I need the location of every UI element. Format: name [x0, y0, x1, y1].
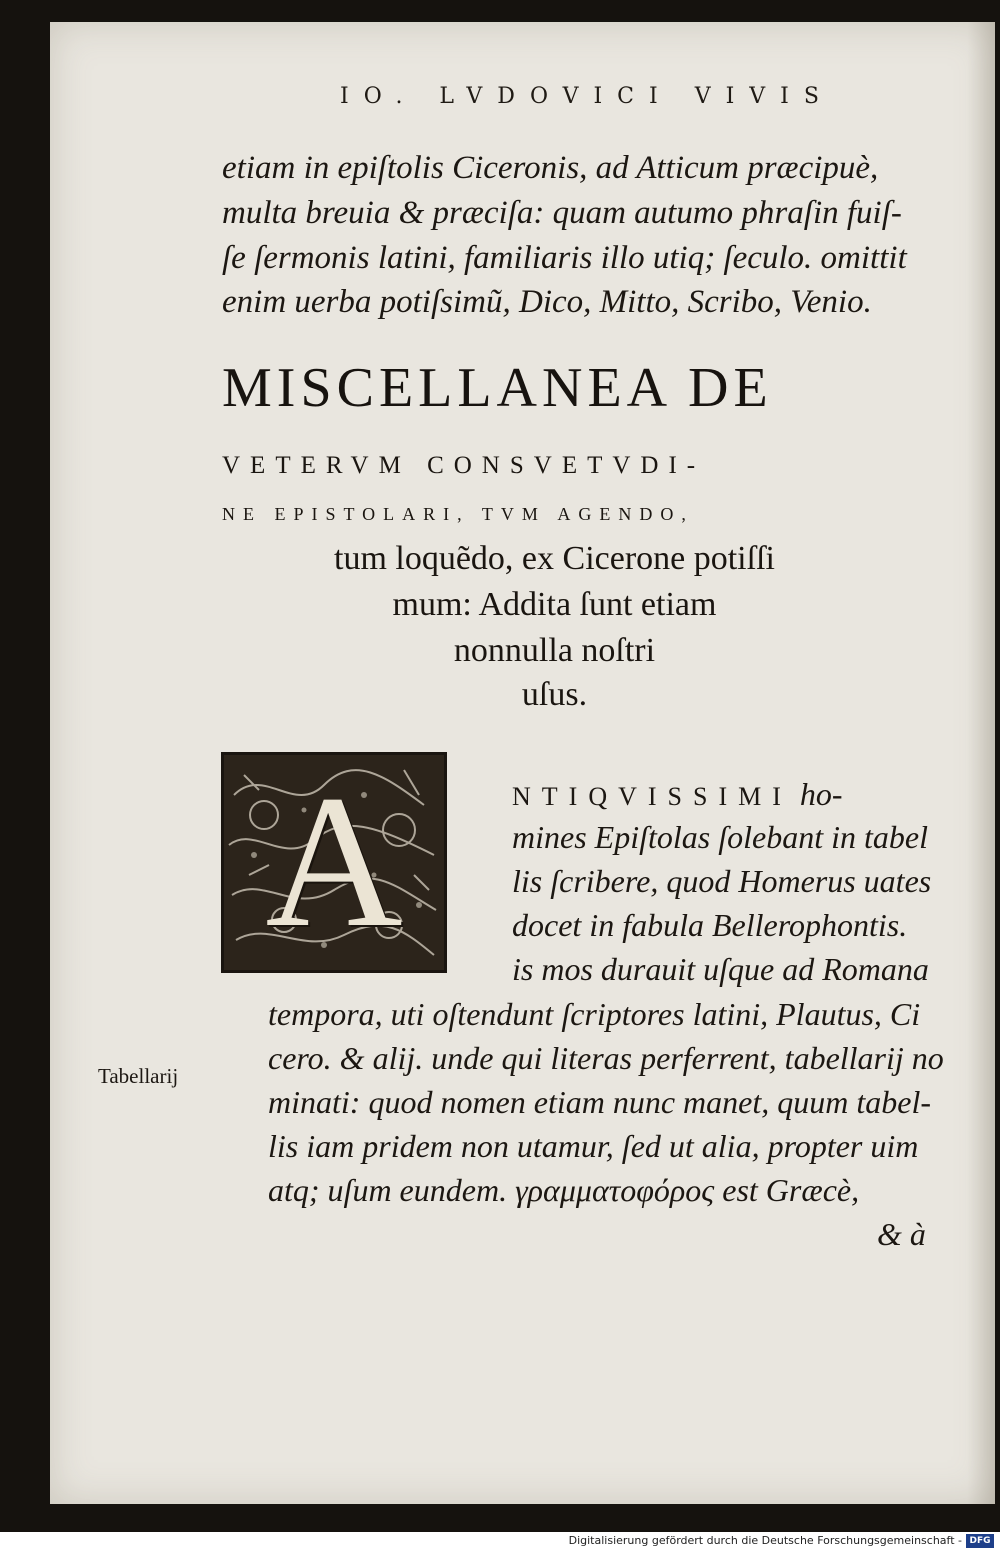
section-subtitle-line-5: nonnulla noſtri: [453, 632, 656, 669]
page-edge-shadow: [967, 22, 995, 1504]
opening-line-4: enim uerba potiſsimũ, Dico, Mitto, Scribo, Venio.: [222, 284, 872, 320]
body-line-5: is mos durauit uſque ad Romana: [512, 951, 929, 987]
footer-bar: [0, 1532, 1000, 1551]
section-subtitle-line-3: tum loquẽdo, ex Cicerone potiſſi: [334, 540, 775, 577]
section-subtitle-line-4: mum: Addita ſunt etiam: [392, 586, 717, 623]
body-line-9: lis iam pridem non utamur, ſed ut alia, propter uim: [268, 1128, 919, 1164]
section-subtitle-line-2: NE EPISTOLARI, TVM AGENDO,: [222, 504, 694, 524]
section-title: MISCELLANEA DE: [222, 357, 773, 419]
body-line-3: lis ſcribere, quod Homerus uates: [512, 863, 932, 899]
lead-capitals: NTIQVISSIMI: [512, 782, 792, 811]
body-line-2: mines Epiſtolas ſolebant in tabel: [512, 819, 928, 855]
section-subtitle-line-1: VETERVM CONSVETVDI-: [222, 452, 706, 479]
body-line-10: atq; uſum eundem. γραμματοφόρος est Græcè,: [268, 1172, 860, 1208]
body-line-4: docet in fabula Bellerophontis.: [512, 907, 908, 943]
marginal-note: Tabellarij: [98, 1064, 179, 1088]
opening-line-2: multa breuia & præciſa: quam autumo phraſin fuiſ-: [222, 195, 902, 231]
initial-letter: A: [265, 757, 403, 967]
running-head: IO. LVDOVICI VIVIS: [340, 84, 834, 109]
section-subtitle-line-6: uſus.: [521, 676, 588, 713]
body-line-1: [512, 776, 843, 813]
opening-line-1: etiam in epiſtolis Ciceronis, ad Atticum præcipuè,: [222, 150, 879, 186]
body-line-1-text: ho-: [791, 776, 843, 812]
body-line-7: cero. & alij. unde qui literas perferrent, tabellarij no: [268, 1040, 944, 1076]
catchword: & à: [877, 1216, 926, 1252]
decorated-initial: [221, 752, 447, 973]
body-line-8: minati: quod nomen etiam nunc manet, quum tabel-: [268, 1084, 931, 1120]
dfg-logo-icon: DFG: [966, 1534, 994, 1548]
funding-credit: Digitalisierung gefördert durch die Deutsche Forschungsgemeinschaft -: [568, 1534, 962, 1547]
body-line-6: tempora, uti oſtendunt ſcriptores latini, Plautus, Ci: [268, 996, 921, 1032]
opening-line-3: ſe ſermonis latini, familiaris illo utiq; ſeculo. omittit: [222, 240, 907, 276]
